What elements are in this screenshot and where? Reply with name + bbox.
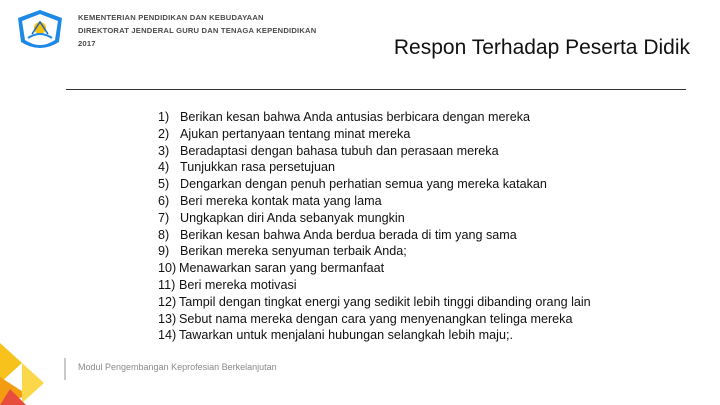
list-item-text: Ajukan pertanyaan tentang minat mereka: [180, 126, 411, 141]
footer-divider: [64, 358, 66, 380]
list-item-number: 6): [158, 193, 170, 208]
list-item-number: 3): [158, 143, 170, 158]
list-item-text: Beri mereka kontak mata yang lama: [180, 193, 382, 208]
list-item: [158, 176, 591, 193]
list-item-number: 8): [158, 227, 170, 242]
list-item: [158, 109, 591, 126]
list-item-text: Tampil dengan tingkat energi yang sedikit lebih tinggi dibanding orang lain: [179, 294, 591, 309]
list-item-number: 4): [158, 160, 170, 175]
list-item: [158, 159, 591, 176]
footer-text: Modul Pengembangan Keprofesian Berkelanjutan: [78, 362, 277, 372]
list-item-number: 5): [158, 177, 170, 192]
list-item-text: Tunjukkan rasa persetujuan: [180, 160, 335, 175]
slide-title: Respon Terhadap Peserta Didik: [393, 36, 690, 59]
list-item-text: Berikan mereka senyuman terbaik Anda;: [180, 244, 407, 259]
org-line-3: 2017: [78, 39, 96, 48]
list-item-number: 13): [158, 311, 177, 326]
list-item-text: Berikan kesan bahwa Anda antusias berbicara dengan mereka: [180, 110, 531, 124]
list-item-number: 9): [158, 244, 170, 259]
list-item: [158, 193, 591, 210]
list-item: [158, 327, 591, 344]
list-item-text: Tawarkan untuk menjalani hubungan selangkah lebih maju;.: [179, 328, 513, 343]
corner-decoration-icon: [0, 333, 50, 405]
list-item-number: 2): [158, 126, 170, 141]
list-item-number: 14): [158, 328, 177, 343]
org-line-2: DIREKTORAT JENDERAL GURU DAN TENAGA KEPENDIDIKAN: [78, 26, 317, 35]
list-item-text: Berikan kesan bahwa Anda berdua berada di tim yang sama: [180, 227, 517, 242]
list-item-text: Menawarkan saran yang bermanfaat: [179, 261, 385, 276]
list-item: [158, 143, 591, 160]
list-item: [158, 260, 591, 277]
list-item: [158, 277, 591, 294]
list-item-text: Ungkapkan diri Anda sebanyak mungkin: [180, 210, 405, 225]
title-divider: [66, 89, 686, 90]
list-item-text: Sebut nama mereka dengan cara yang menyenangkan telinga mereka: [179, 311, 573, 326]
list-item-number: 7): [158, 210, 170, 225]
list-item: [158, 210, 591, 227]
list-item: [158, 126, 591, 143]
org-line-1: KEMENTERIAN PENDIDIKAN DAN KEBUDAYAAN: [78, 13, 264, 22]
list-item: [158, 311, 591, 328]
list-item: [158, 294, 591, 311]
list-item-text: Beradaptasi dengan bahasa tubuh dan perasaan mereka: [180, 143, 499, 158]
list-item: [158, 243, 591, 260]
list-item-text: Beri mereka motivasi: [179, 277, 297, 292]
list-item-number: 1): [158, 110, 170, 124]
list-item-number: 10): [158, 261, 177, 276]
list-item-number: 12): [158, 294, 177, 309]
list-item: [158, 227, 591, 244]
organization-name: [78, 8, 316, 50]
header: [14, 8, 316, 56]
response-list: [158, 109, 591, 344]
list-item-text: Dengarkan dengan penuh perhatian semua yang mereka katakan: [180, 177, 547, 192]
tut-wuri-handayani-logo: [14, 8, 66, 56]
list-item-number: 11): [158, 277, 176, 292]
